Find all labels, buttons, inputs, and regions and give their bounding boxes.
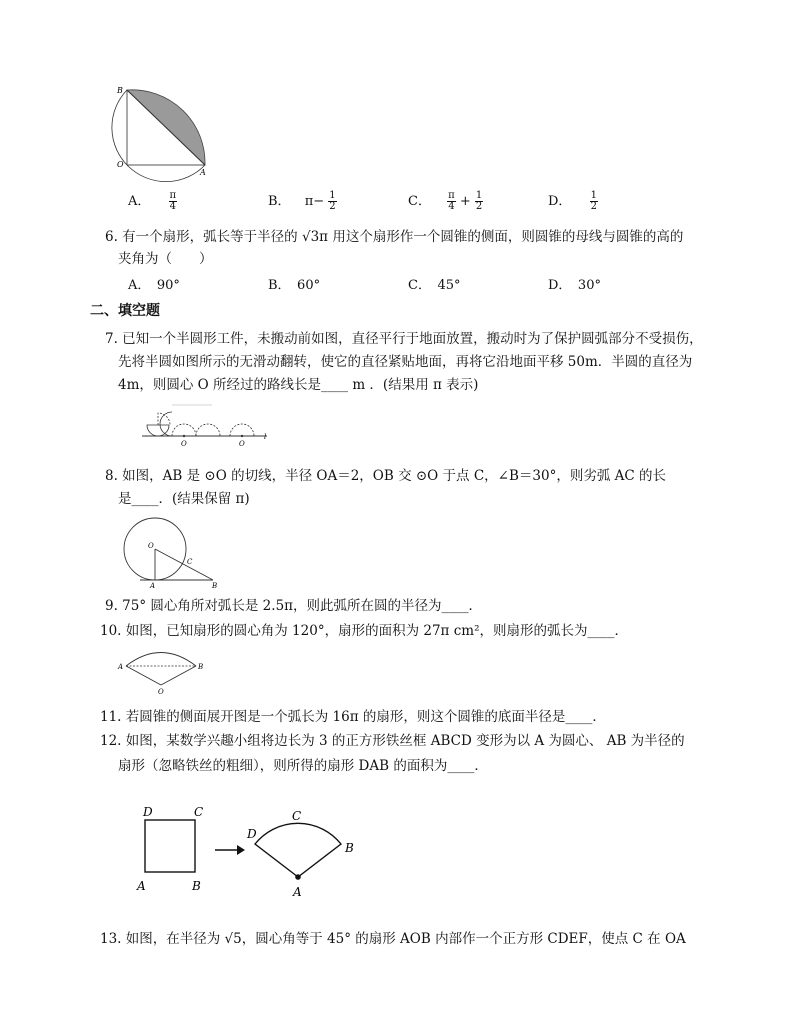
q12-label-b: B bbox=[192, 879, 201, 893]
q5-option-c-num: π bbox=[448, 190, 455, 201]
q5-option-c-den: 4 bbox=[448, 201, 455, 212]
q7-label-l: l bbox=[264, 433, 267, 441]
q6-line1: 6. 有一个扇形，弧长等于半径的 √3π 用这个扇形作一个圆锥的侧面，则圆锥的母线与圆锥的高的 bbox=[105, 229, 684, 245]
q5-option-b-num: 1 bbox=[329, 190, 336, 201]
q12-label-a2: A bbox=[293, 885, 302, 899]
q6-option-c[interactable]: C． 45° bbox=[408, 278, 461, 293]
section-title: 二、填空题 bbox=[90, 303, 160, 319]
q13-text: 13. 如图，在半径为 √5，圆心角等于 45° 的扇形 AOB 内部作一个正方形 CDEF，使点 C 在 OA bbox=[100, 931, 686, 947]
q9-text: 9. 75° 圆心角所对弧长是 2.5π，则此弧所在圆的半径为____． bbox=[105, 598, 483, 614]
q5-option-a[interactable] bbox=[128, 190, 177, 212]
q8-label-b: B bbox=[212, 582, 218, 590]
q12-line1: 12. 如图，某数学兴趣小组将边长为 3 的正方形铁丝框 ABCD 变形为以 A 为圆心、 AB 为半径的 bbox=[100, 733, 685, 749]
q5-option-b[interactable] bbox=[268, 190, 337, 212]
q7-line1: 7. 已知一个半圆形工件，未搬动前如图，直径平行于地面放置，搬动时为了保护圆弧部分不受损伤， bbox=[105, 331, 703, 347]
q5-option-b-letter: B． bbox=[268, 194, 291, 209]
q5-option-a-den: 4 bbox=[169, 201, 176, 212]
q12-label-c2: C bbox=[292, 809, 302, 823]
q10-label-b: B bbox=[198, 663, 204, 671]
q12-label-b2: B bbox=[345, 841, 354, 855]
q5-label-b: B bbox=[117, 86, 123, 95]
q5-option-d-letter: D． bbox=[548, 194, 572, 209]
q8-label-a: A bbox=[150, 582, 156, 590]
q8-line2: 是____．(结果保留 π) bbox=[118, 491, 250, 507]
q5-option-c-letter: C． bbox=[408, 194, 431, 209]
q12-figure bbox=[135, 800, 375, 900]
q5-option-a-num: π bbox=[169, 190, 177, 201]
q8-figure bbox=[120, 517, 220, 592]
q7-line2: 先将半圆如图所示的无滑动翻转，使它的直径紧贴地面，再将它沿地面平移 50m．半圆的直径为 bbox=[118, 354, 693, 370]
q10-text: 10. 如图，已知扇形的圆心角为 120°，扇形的面积为 27π cm²，则扇形的弧长为____． bbox=[100, 623, 628, 639]
q7-label-o1: O bbox=[181, 440, 187, 448]
q5-option-d-den: 2 bbox=[590, 201, 597, 212]
q8-line1: 8. 如图，AB 是 ⊙O 的切线，半径 OA＝2，OB 交 ⊙O 于点 C，∠B＝30°，则劣弧 AC 的长 bbox=[105, 468, 666, 484]
q7-label-o2: O bbox=[239, 440, 245, 448]
q5-option-d[interactable] bbox=[548, 190, 598, 212]
q5-label-a: A bbox=[200, 168, 206, 177]
q5-option-c-mid: + bbox=[459, 194, 471, 209]
q5-option-c-num2: 1 bbox=[475, 190, 483, 201]
q5-option-a-letter: A． bbox=[128, 194, 151, 209]
q8-label-c: C bbox=[187, 558, 193, 566]
q12-label-a: A bbox=[137, 879, 146, 893]
q5-option-b-pre: π− bbox=[304, 194, 325, 209]
q7-figure bbox=[142, 403, 272, 448]
q6-line2: 夹角为（ ） bbox=[118, 251, 213, 267]
q12-label-d: D bbox=[143, 805, 153, 819]
q5-label-o: O bbox=[117, 160, 124, 169]
q5-option-c-den2: 2 bbox=[475, 201, 483, 212]
q6-option-a[interactable]: A． 90° bbox=[128, 278, 180, 293]
q12-label-c: C bbox=[194, 805, 204, 819]
q5-figure bbox=[115, 85, 235, 175]
q6-option-d[interactable]: D． 30° bbox=[548, 278, 601, 293]
q12-line2: 扇形（忽略铁丝的粗细），则所得的扇形 DAB 的面积为____． bbox=[118, 758, 488, 774]
q5-option-c[interactable] bbox=[408, 190, 483, 212]
q10-figure bbox=[118, 647, 204, 697]
q11-text: 11. 若圆锥的侧面展开图是一个弧长为 16π 的扇形，则这个圆锥的底面半径是____． bbox=[100, 709, 606, 725]
q12-label-d2: D bbox=[247, 827, 257, 841]
q5-option-b-den: 2 bbox=[329, 201, 336, 212]
q8-label-o: O bbox=[148, 542, 154, 550]
q5-option-d-num: 1 bbox=[590, 190, 597, 201]
q10-label-o: O bbox=[158, 688, 164, 696]
q10-label-a: A bbox=[118, 663, 124, 671]
q6-option-b[interactable]: B． 60° bbox=[268, 278, 321, 293]
q7-line3: 4m，则圆心 O 所经过的路线长是____ m ．(结果用 π 表示) bbox=[118, 377, 479, 393]
